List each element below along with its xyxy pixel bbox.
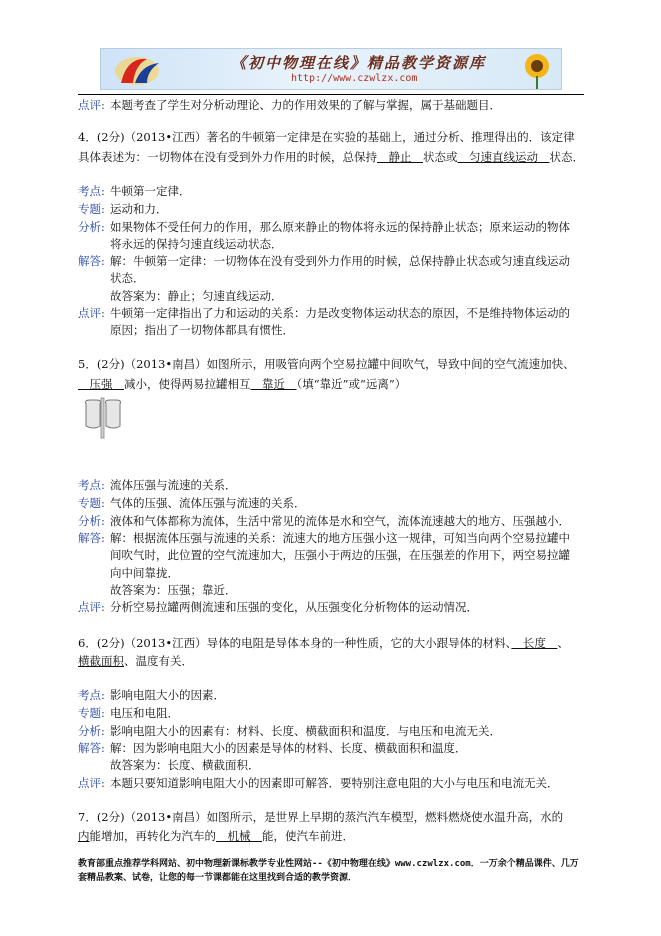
header-banner (100, 48, 562, 90)
q5-stem-line1: 5．(2分)（2013•南昌）如图所示，用吸管向两个空易拉罐中间吹气，导致中间的空气流速加快、 (78, 357, 575, 371)
q6-stem-line1: 6．(2分)（2013•江西）导体的电阻是导体本身的一种性质，它的大小跟导体的材料、 长度 、 (78, 636, 569, 650)
q4-dianping: 点评: 牛顿第一定律指出了力和运动的关系：力是改变物体运动状态的原因，不是维持物体运动的 (78, 306, 570, 320)
cans-figure (80, 396, 130, 442)
q4-answer: 故答案为：静止；匀速直线运动． (110, 289, 283, 303)
q4-zhuanti: 专题: 运动和力． (78, 202, 168, 216)
q4-fenxi: 分析: 如果物体不受任何力的作用，那么原来静止的物体将永远的保持静止状态；原来运动的物体 (78, 220, 570, 234)
q7-answer-blank-2: 机械 (216, 829, 262, 843)
q6-stem-line2: 横截面积、温度有关． (78, 654, 193, 668)
q6-fenxi: 分析: 影响电阻大小的因素有：材料、长度、横截面积和温度．与电压和电流无关． (78, 724, 501, 738)
q5-jieda-cont-2: 向中间靠拢． (110, 566, 179, 580)
sunflower-icon (511, 50, 557, 90)
q4-stem-line2: 具体表述为：一切物体在没有受到外力作用的时候，总保持 静止 状态或 匀速直线运动 状态． (78, 150, 584, 164)
q5-answer: 故答案为：压强；靠近． (110, 583, 237, 597)
q5-jieda: 解答: 解：根据流体压强与流速的关系：流速大的地方压强小这一规律，可知当向两个空易拉罐中 (78, 531, 570, 545)
q6-dianping: 点评: 本题只要知道影响电阻大小的因素即可解答．要特别注意电阻的大小与电压和电流无关． (78, 776, 559, 790)
q4-kaodian: 考点: 牛顿第一定律． (78, 184, 191, 198)
banner-url[interactable]: http://www.czwlzx.com (291, 73, 418, 84)
q4-answer-blank-1: 静止 (377, 150, 423, 164)
page-footer: 教育部重点推荐学科网站、初中物理新课标教学专业性网站--《初中物理在线》www.czwlzx.com．一万余个精品课件、几万套精品教案、试卷，让您的每一节课都能在这里找到合适的教学资源． (78, 859, 579, 883)
q7-answer-blank-1: 内 (78, 829, 90, 843)
q4-answer-blank-2: 匀速直线运动 (457, 150, 550, 164)
q5-fenxi: 分析: 液体和气体都称为流体，生活中常见的流体是水和空气，流体流速越大的地方、压强越小． (78, 514, 570, 528)
q5-answer-blank-2: 靠近 (250, 377, 297, 391)
header-rule (78, 94, 584, 95)
q7-stem-line2: 内能增加，再转化为汽车的 机械 能，使汽车前进． (78, 829, 354, 843)
q5-zhuanti: 专题: 气体的压强、流体压强与流速的关系． (78, 496, 306, 510)
q4-fenxi-cont: 将永远的保持匀速直线运动状态． (110, 237, 283, 251)
q4-dianping-cont: 原因；指出了一切物体都具有惯性． (110, 323, 294, 337)
q6-kaodian: 考点: 影响电阻大小的因素． (78, 688, 225, 702)
q4-jieda-cont: 状态． (110, 271, 145, 285)
site-logo-icon (107, 51, 177, 89)
q5-answer-blank-1: 压强 (78, 377, 124, 391)
q7-stem-line1: 7．(2分)（2013•南昌）如图所示，是世界上早期的蒸汽汽车模型，燃料燃烧使水温升高，水的 (78, 810, 564, 824)
q5-kaodian: 考点: 流体压强与流速的关系． (78, 478, 237, 492)
q6-zhuanti: 专题: 电压和电阻． (78, 706, 179, 720)
banner-title: 《初中物理在线》精品教学资源库 (231, 54, 487, 72)
q5-stem-line2: 压强 减小，使得两易拉罐相互 靠近 （填“靠近”或“远离”） (78, 377, 407, 391)
q5-dianping: 点评: 分析空易拉罐两侧流速和压强的变化，从压强变化分析物体的运动情况． (78, 600, 478, 614)
q6-answer-blank-2: 横截面积 (78, 654, 124, 668)
q5-jieda-cont-1: 间吹气时，此位置的空气流速加大，压强小于两边的压强，在压强差的作用下，两空易拉罐 (110, 548, 570, 562)
q6-answer-blank-1: 长度 (511, 636, 558, 650)
q6-jieda: 解答: 解：因为影响电阻大小的因素是导体的材料、长度、横截面积和温度． (78, 741, 467, 755)
top-comment: 点评: 本题考查了学生对分析动理论、力的作用效果的了解与掌握，属于基础题目． (78, 98, 501, 112)
q6-answer: 故答案为：长度、横截面积． (110, 758, 260, 772)
q4-stem-line1: 4．(2分)（2013•江西）著名的牛顿第一定律是在实验的基础上，通过分析、推理得出的．该定律 (78, 130, 575, 144)
q4-jieda: 解答: 解：牛顿第一定律：一切物体在没有受到外力作用的时候，总保持静止状态或匀速直线运动 (78, 254, 570, 268)
